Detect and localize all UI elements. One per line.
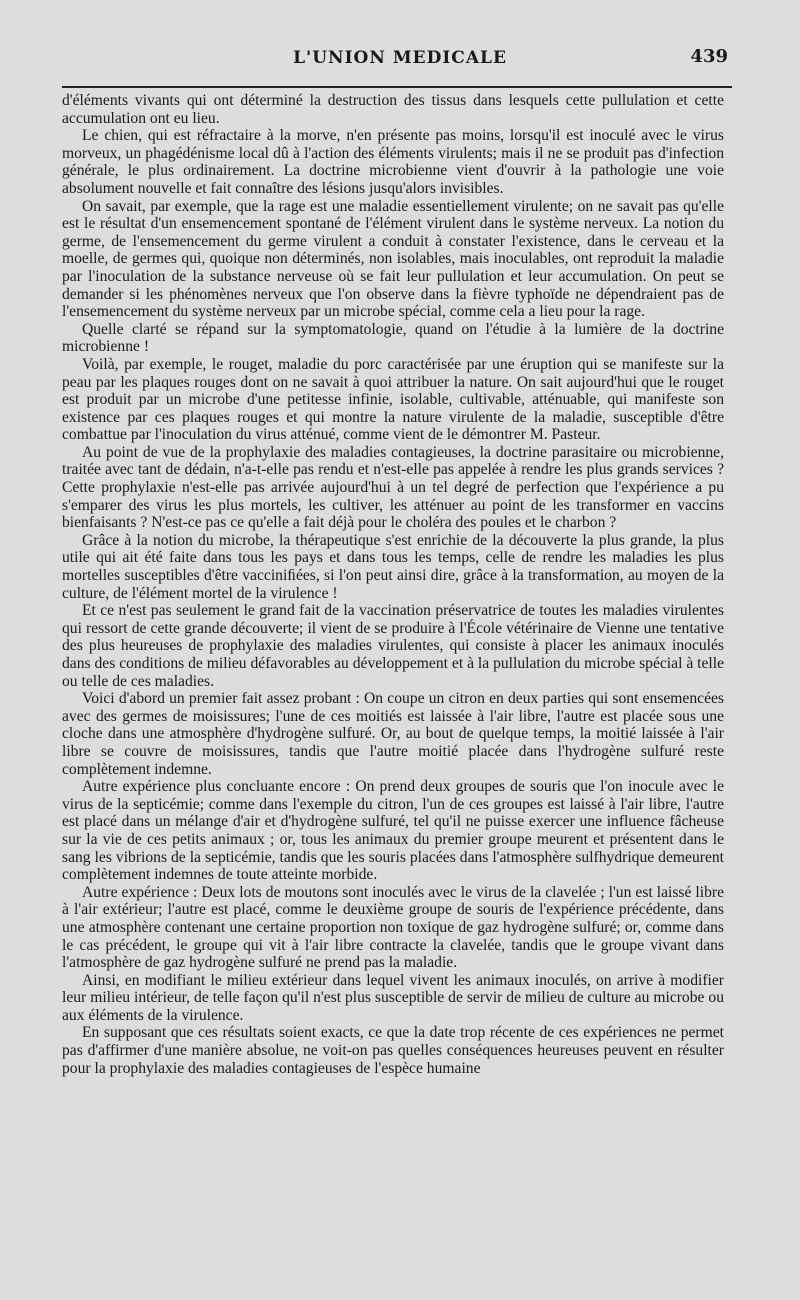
paragraph: Ainsi, en modifiant le milieu extérieur dans lequel vivent les animaux inoculés, on arrive à modifier leur milieu intérieur, de telle façon qu'il n'est plus susceptible de servir de milieu de culture au microbe ou aux éléments de la virulence. [62,971,724,1024]
paragraph: Le chien, qui est réfractaire à la morve, n'en présente pas moins, lorsqu'il est inoculé avec le virus morveux, un phagédénisme local dû à l'action des éléments virulents; mais il ne se produit pas d'infection générale, le plus ordinairement. La doctrine microbienne vient d'ouvrir à la pathologie une voie absolument nouvelle et fait connaître des lésions jusqu'alors invisibles. [62,127,724,197]
paragraph: Autre expérience plus concluante encore : On prend deux groupes de souris que l'on inocule avec le virus de la septicémie; comme dans l'exemple du citron, l'un de ces groupes est laissé à l'air libre, l'autre est placé dans un mélange d'air et d'hydrogène sulfuré, tel qu'il ne puisse exercer une influence fâcheuse sur la vie de ces petits animaux ; or, tous les animaux du premier groupe meurent et présentent dans le sang les vibrions de la septicémie, tandis que les souris placées dans l'atmosphère sulfhydrique demeurent complètement indemnes de toute atteinte morbide. [62,778,724,884]
paragraph: En supposant que ces résultats soient exacts, ce que la date trop récente de ces expériences ne permet pas d'affirmer d'une manière absolue, ne voit-on pas quelles conséquences heureuses peuvent en résulter pour la prophylaxie des maladies contagieuses de l'espèce humaine [62,1024,724,1077]
paragraph: Quelle clarté se répand sur la symptomatologie, quand on l'étudie à la lumière de la doctrine microbienne ! [62,320,724,356]
paragraph: Grâce à la notion du microbe, la thérapeutique s'est enrichie de la découverte la plus grande, la plus utile qui ait été faite dans tous les pays et dans tous les temps, celle de rendre les maladies les plus mortelles susceptibles d'être vacciniﬁées, si l'on peut ainsi dire, grâce à la transformation, au moyen de la culture, de l'élément mortel de la virulence ! [62,531,724,602]
paragraph: Au point de vue de la prophylaxie des maladies contagieuses, la doctrine parasitaire ou microbienne, traitée avec tant de dédain, n'a-t-elle pas rendu et n'est-elle pas appelée à rendre les plus grands services ? Cette prophylaxie n'est-elle pas arrivée aujourd'hui à un tel degré de perfection que l'expérience a pu s'emparer des virus les plus mortels, les cultiver, les atténuer au point de les transformer en vaccins bienfaisants ? N'est-ce pas ce qu'elle a fait déjà pour le choléra des poules et le charbon ? [62,443,724,532]
paragraph: Voilà, par exemple, le rouget, maladie du porc caractérisée par une éruption qui se manifeste sur la peau par les plaques rouges dont on ne savait à quoi attribuer la nature. On sait aujourd'hui que le rouget est produit par un microbe d'une petitesse infinie, isolable, cultivable, atténuable, qui manifeste son existence par ces plaques rouges et qui montre la nature virulente de la maladie, susceptible d'être combattue par l'inoculation du virus atténué, comme vient de le démontrer M. Pasteur. [62,355,724,444]
paragraph: Voici d'abord un premier fait assez probant : On coupe un citron en deux parties qui sont ensemencées avec des germes de moisissures; l'une de ces moitiés est laissée à l'air libre, l'autre est placée sous une cloche dans une atmosphère d'hydrogène sulfuré. Or, au bout de quelque temps, la moitié laissée à l'air libre se couvre de moisissures, tandis que l'autre moitié placée dans l'hydrogène sulfuré reste complètement indemne. [62,690,724,778]
paragraph: On savait, par exemple, que la rage est une maladie essentiellement virulente; on ne savait pas qu'elle est le résultat d'un ensemencement spontané de l'élément virulent dans le système nerveux. La notion du germe, de l'ensemencement du germe virulent a conduit à constater l'existence, dans le cerveau et la moelle, de germes qui, quoique non déterminés, non isolables, mais inoculables, ont reproduit la maladie par l'inoculation de la substance nerveuse où se fait leur pullulation et leur accumulation. On peut se demander si les phénomènes nerveux que l'on observe dans la fièvre typhoïde ne dépendraient pas de l'ensemencement du système nerveux par un microbe spécial, comme cela a lieu pour la rage. [62,197,724,321]
paragraph: Autre expérience : Deux lots de moutons sont inoculés avec le virus de la clavelée ; l'un est laissé libre à l'air extérieur; l'autre est placé, comme le deuxième groupe de souris de l'expérience précédente, dans une atmosphère contenant une certaine proportion non toxique de gaz hydrogène sulfuré; or, comme dans le cas précédent, le groupe qui vit à l'air libre contracte la clavelée, tandis que le groupe vivant dans l'atmosphère de gaz hydrogène sulfuré ne prend pas la maladie. [62,883,724,972]
page-header [60,46,740,76]
paragraph: d'éléments vivants qui ont déterminé la destruction des tissus dans lesquels cette pullulation et cette accumulation ont eu lieu. [62,92,724,127]
article-body [62,92,724,1077]
page-number: 439 [690,46,728,67]
running-title: L'UNION MEDICALE [293,48,507,68]
header-rule [62,86,732,88]
paragraph: Et ce n'est pas seulement le grand fait de la vaccination préservatrice de toutes les maladies virulentes qui ressort de cette grande découverte; il vient de se produire à l'École vétérinaire de Vienne une tentative des plus heureuses de prophylaxie des maladies virulentes, qui consiste à placer les animaux inoculés dans des conditions de milieu défavorables au développement et à la pullulation du microbe spécial à telle ou telle de ces maladies. [62,602,724,690]
